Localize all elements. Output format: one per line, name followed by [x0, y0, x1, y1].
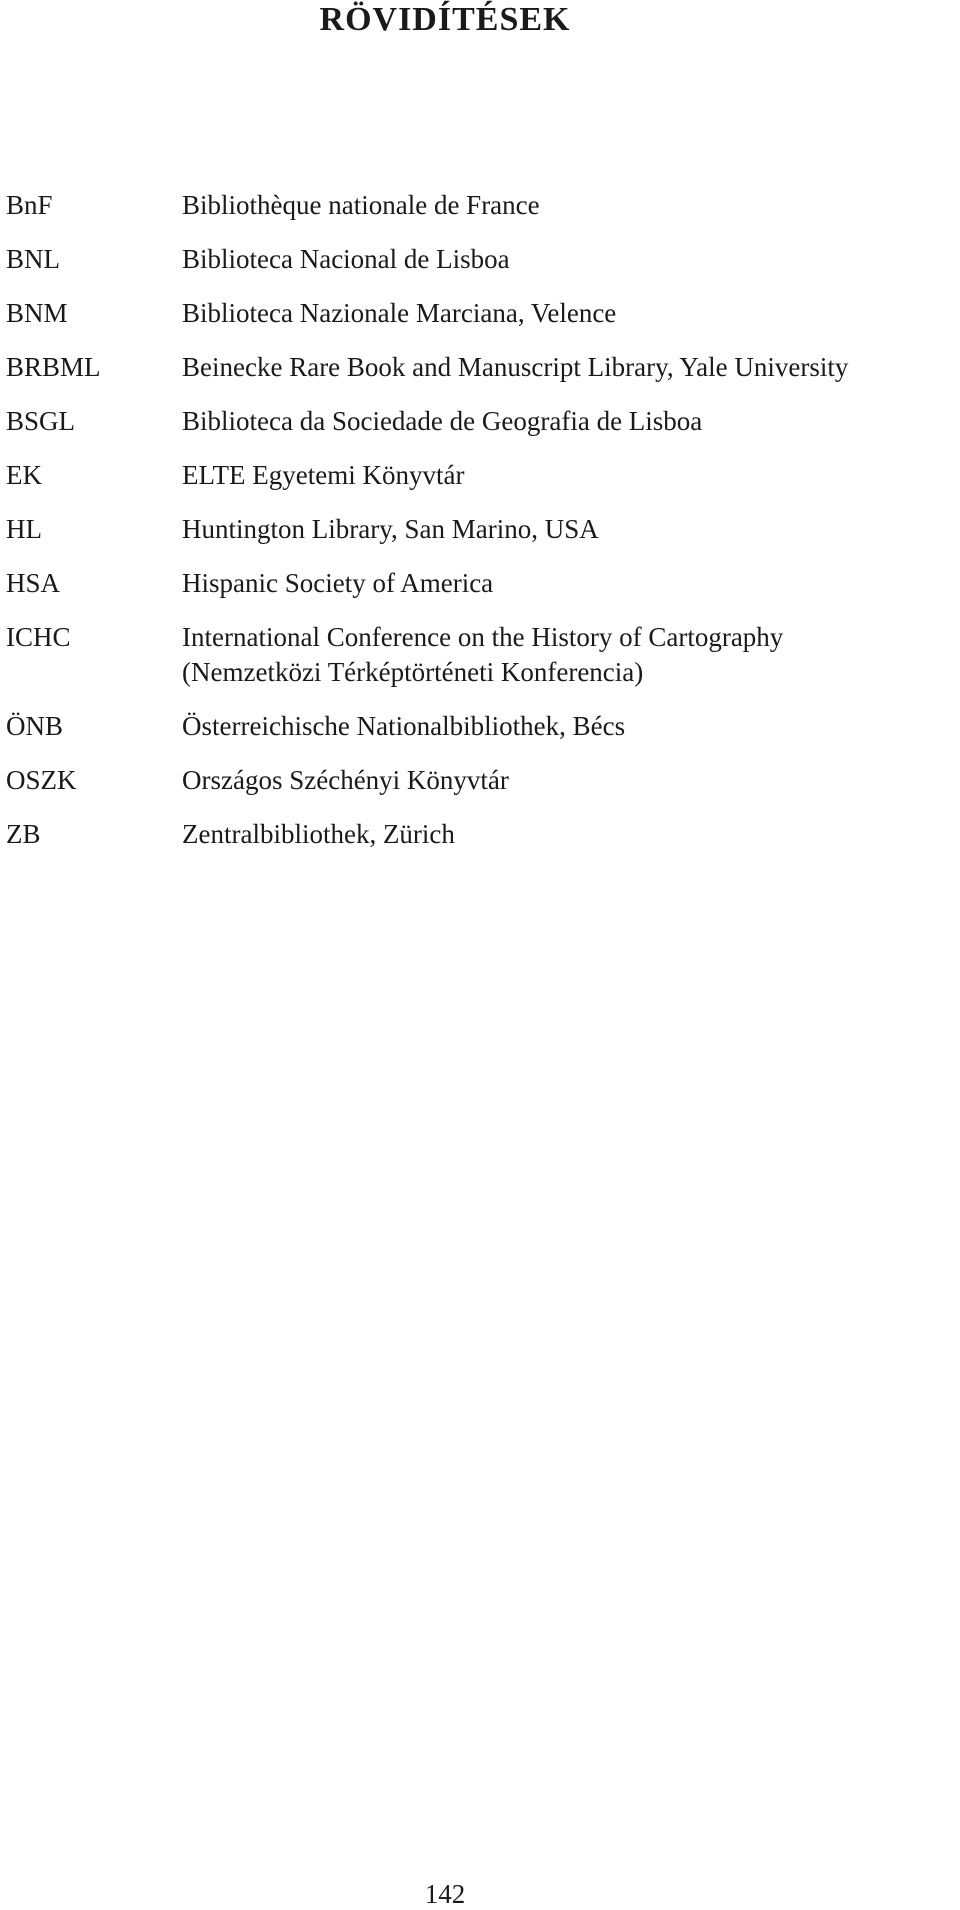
abbreviation-term: BNM	[6, 298, 68, 328]
abbreviation-row	[6, 242, 946, 277]
expansion-line: International Conference on the History of Cartography	[182, 622, 784, 652]
abbreviation-expansion	[182, 512, 946, 547]
expansion-line: Österreichische Nationalbibliothek, Bécs	[182, 711, 626, 741]
abbreviation-expansion	[182, 404, 946, 439]
abbreviation-term: ÖNB	[6, 711, 64, 741]
expansion-line: Huntington Library, San Marino, USA	[182, 514, 599, 544]
abbreviation-term: OSZK	[6, 765, 77, 795]
expansion-line: Zentralbibliothek, Zürich	[182, 819, 455, 849]
abbreviation-expansion	[182, 709, 946, 744]
abbreviation-expansion	[182, 350, 946, 385]
expansion-line: (Nemzetközi Térképtörténeti Konferencia)	[182, 657, 644, 687]
expansion-line: ELTE Egyetemi Könyvtár	[182, 460, 465, 490]
abbreviation-row	[6, 566, 946, 601]
abbreviation-expansion	[182, 620, 946, 690]
abbreviation-term: BRBML	[6, 352, 101, 382]
abbreviation-row	[6, 458, 946, 493]
expansion-line: Beinecke Rare Book and Manuscript Library, Yale University	[182, 352, 849, 382]
abbreviation-row	[6, 296, 946, 331]
abbreviation-row	[6, 763, 946, 798]
abbreviation-row	[6, 512, 946, 547]
abbreviation-row	[6, 620, 946, 690]
expansion-line: Országos Széchényi Könyvtár	[182, 765, 509, 795]
abbreviation-expansion	[182, 458, 946, 493]
expansion-line: Biblioteca Nacional de Lisboa	[182, 244, 510, 274]
abbreviation-term: BSGL	[6, 406, 76, 436]
abbreviation-term: HL	[6, 514, 42, 544]
abbreviation-expansion	[182, 566, 946, 601]
page-number: 142	[424, 1879, 466, 1909]
abbreviation-term: BNL	[6, 244, 60, 274]
abbreviation-term: HSA	[6, 568, 61, 598]
abbreviation-term: ICHC	[6, 622, 71, 652]
abbreviation-expansion	[182, 817, 946, 852]
expansion-line: Bibliothèque nationale de France	[182, 190, 540, 220]
page-title: RÖVIDÍTÉSEK	[319, 1, 571, 38]
abbreviation-row	[6, 404, 946, 439]
abbreviation-expansion	[182, 242, 946, 277]
abbreviation-row	[6, 709, 946, 744]
expansion-line: Hispanic Society of America	[182, 568, 494, 598]
abbreviation-row	[6, 817, 946, 852]
abbreviation-term: BnF	[6, 190, 53, 220]
abbreviation-row	[6, 188, 946, 223]
abbreviation-term: ZB	[6, 819, 41, 849]
abbreviation-expansion	[182, 763, 946, 798]
abbreviation-list	[6, 188, 946, 871]
expansion-line: Biblioteca da Sociedade de Geografia de Lisboa	[182, 406, 703, 436]
abbreviation-term: EK	[6, 460, 42, 490]
abbreviation-row	[6, 350, 946, 385]
expansion-line: Biblioteca Nazionale Marciana, Velence	[182, 298, 617, 328]
abbreviation-expansion	[182, 296, 946, 331]
abbreviation-expansion	[182, 188, 946, 223]
